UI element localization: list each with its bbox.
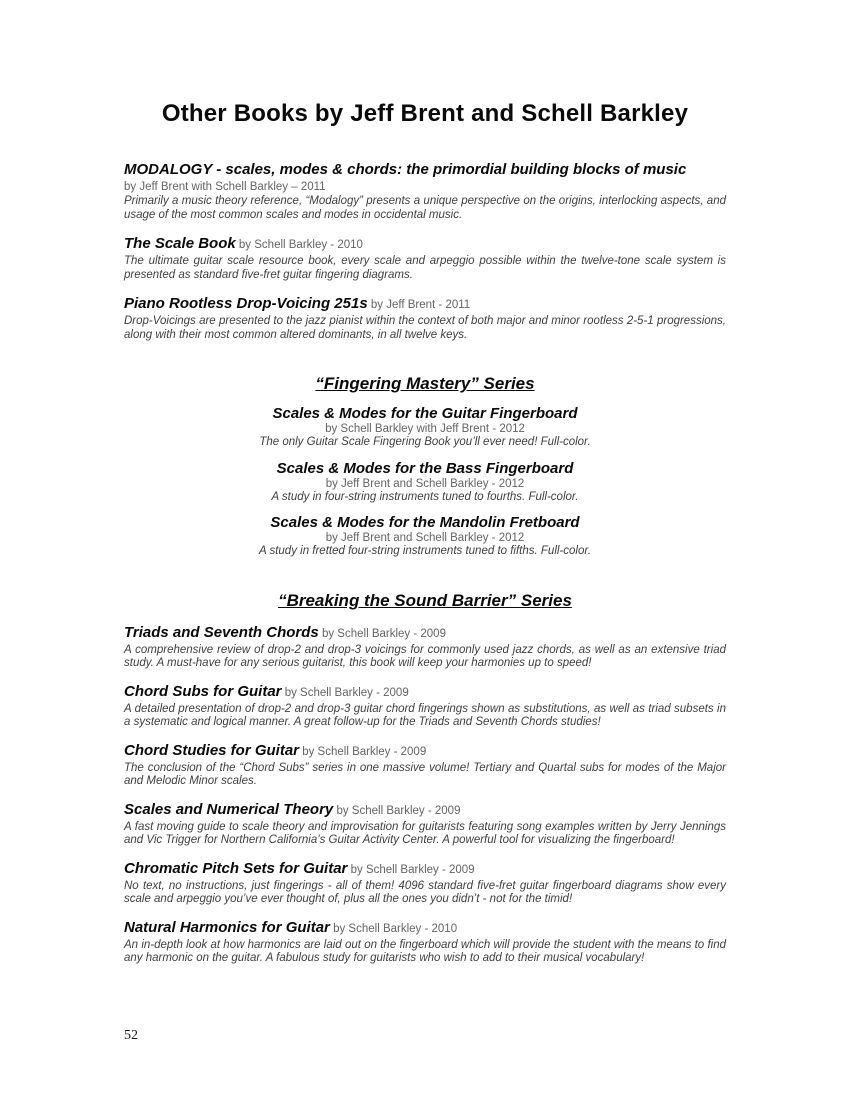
book-entry	[124, 235, 726, 282]
book-title: Scales & Modes for the Guitar Fingerboard	[272, 405, 578, 422]
book-byline: by Schell Barkley - 2009	[350, 863, 475, 876]
book-entry	[124, 461, 726, 505]
book-entry	[124, 515, 726, 559]
book-entry	[124, 919, 726, 966]
book-entry-head	[124, 742, 726, 761]
book-title: Triads and Seventh Chords	[124, 623, 319, 641]
book-byline: by Schell Barkley - 2009	[284, 686, 409, 699]
intro-books-section	[124, 161, 726, 342]
book-entry-head	[124, 683, 726, 702]
book-title: Scales and Numerical Theory	[124, 800, 334, 818]
book-description: An in-depth look at how harmonics are laid out on the fingerboard which will provide the student with the means to find any harmonic on the guitar. A fabulous study for guitarists who wish to add to their musical vocabulary!	[124, 938, 726, 964]
book-entry-head	[124, 295, 726, 314]
book-byline: by Schell Barkley with Jeff Brent - 2012	[325, 423, 525, 435]
book-entry	[124, 161, 726, 222]
book-description: The conclusion of the “Chord Subs” series in one massive volume! Tertiary and Quartal subs for modes of the Major and Melodic Minor scales.	[124, 761, 726, 787]
book-entry-head	[124, 235, 726, 254]
book-title: Natural Harmonics for Guitar	[124, 918, 330, 936]
book-title: MODALOGY - scales, modes & chords: the primordial building blocks of music	[124, 161, 687, 178]
book-description: Primarily a music theory reference, “Modalogy” presents a unique perspective on the origins, interlocking aspects, and usage of the most common scales and modes in occidental music.	[124, 195, 726, 221]
book-title: The Scale Book	[124, 235, 236, 252]
page-number: 52	[124, 1028, 138, 1043]
sound-barrier-books	[124, 624, 726, 966]
book-title: Chromatic Pitch Sets for Guitar	[124, 859, 348, 877]
book-entry	[124, 742, 726, 789]
book-description: Drop-Voicings are presented to the jazz pianist within the context of both major and minor rootless 2-5-1 progressions, along with their most common altered dominants, in all twelve keys.	[124, 315, 726, 341]
book-entry-head	[124, 624, 726, 643]
book-entry-head	[124, 919, 726, 938]
book-title: Chord Subs for Guitar	[124, 682, 282, 700]
book-entry-head	[124, 161, 726, 180]
book-title: Piano Rootless Drop-Voicing 251s	[124, 295, 368, 312]
book-entry	[124, 295, 726, 342]
book-description: No text, no instructions, just fingerings - all of them! 4096 standard five-fret guitar fingerboard diagrams show every scale and arpeggio you’ve ever thought of, plus all the ones you didn’t - not for the timid!	[124, 879, 726, 905]
book-description: A detailed presentation of drop-2 and drop-3 guitar chord fingerings shown as substitutions, as well as triad subsets in a systematic and logical manner. A great follow-up for the Triads and Seventh Chords studies!	[124, 702, 726, 728]
book-byline: by Jeff Brent with Schell Barkley – 2011	[124, 181, 326, 193]
book-byline: by Schell Barkley - 2010	[333, 922, 458, 935]
book-title: Scales & Modes for the Mandolin Fretboard	[270, 514, 580, 531]
book-description: The only Guitar Scale Fingering Book you’ll ever need! Full-color.	[259, 436, 591, 448]
book-description: A fast moving guide to scale theory and improvisation for guitarists featuring song examples written by Jerry Jennings and Vic Trigger for Northern California’s Guitar Activity Center. A powerful tool for visualizing the fingerboard!	[124, 820, 726, 846]
book-description: The ultimate guitar scale resource book, every scale and arpeggio possible within the twelve-tone scale system is presented as standard five-fret guitar fingering diagrams.	[124, 255, 726, 281]
book-description: A comprehensive review of drop-2 and drop-3 voicings for commonly used jazz chords, as well as an extensive triad study. A must-have for any serious guitarist, this book will keep your harmonies up to speed!	[124, 643, 726, 669]
book-title: Scales & Modes for the Bass Fingerboard	[276, 459, 574, 477]
book-title: Chord Studies for Guitar	[124, 741, 300, 759]
page-content	[124, 0, 726, 978]
book-entry	[124, 683, 726, 730]
book-entry	[124, 624, 726, 671]
book-byline: by Schell Barkley - 2009	[302, 745, 427, 758]
page-title: Other Books by Jeff Brent and Schell Barkley	[161, 100, 689, 127]
book-byline: by Jeff Brent - 2011	[370, 299, 471, 311]
book-description: A study in fretted four-string instruments tuned to fifths. Full-color.	[259, 545, 591, 557]
book-byline: by Jeff Brent and Schell Barkley - 2012	[325, 477, 525, 490]
book-byline: by Jeff Brent and Schell Barkley - 2012	[325, 532, 525, 544]
fingering-mastery-books	[124, 406, 726, 559]
book-entry	[124, 406, 726, 450]
series-heading-sound-barrier: “Breaking the Sound Barrier” Series	[278, 590, 572, 610]
book-description: A study in four-string instruments tuned to fourths. Full-color.	[271, 490, 579, 503]
book-byline: by Schell Barkley - 2009	[321, 627, 446, 640]
series-heading-fingering-mastery: “Fingering Mastery” Series	[315, 374, 535, 393]
book-byline: by Schell Barkley - 2009	[336, 804, 461, 817]
book-entry-head	[124, 801, 726, 820]
book-entry-head	[124, 860, 726, 879]
book-entry	[124, 860, 726, 907]
book-entry	[124, 801, 726, 848]
book-byline: by Schell Barkley - 2010	[238, 239, 363, 251]
